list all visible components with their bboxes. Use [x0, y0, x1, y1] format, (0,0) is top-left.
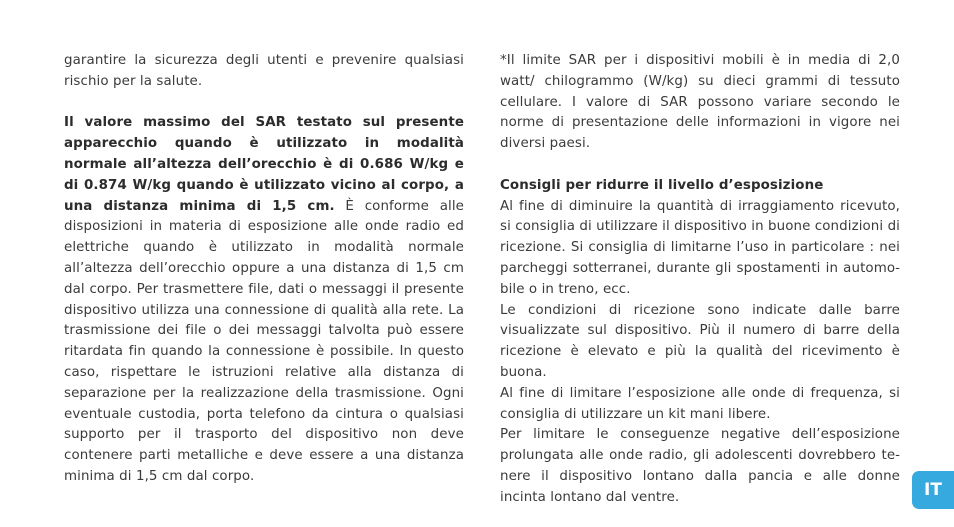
language-tab-label: IT — [924, 480, 942, 500]
intro-paragraph: garantire la sicurezza degli utenti e prevenire qualsiasi rischio per la salute. — [64, 53, 464, 89]
paragraph-gap — [500, 155, 900, 176]
advice-paragraph-4: Per limitare le conseguenze negative dell’esposizione prolungata alle onde radio, gli adolescenti dovrebbero tenere il dispositivo lontano dalla pancia e alle donne incinta lontano dal ventre. — [500, 427, 900, 505]
paragraph-gap — [64, 93, 464, 114]
advice-paragraph-2: Le condizioni di ricezione sono indicate dalle barre visualizzate sul dispositivo. Più il numero di barre della ricezione è elevato e più la qualità del ricevimento è buona. — [500, 302, 900, 380]
left-column — [64, 51, 464, 488]
sar-body-text: È conforme alle disposizioni in materia di esposizione alle onde radio ed elettriche quando è utilizzato in modalità normale all’altezza dell’orecchio oppure a una distanza di 1,5 cm dal corpo. Per trasmettere file, dati o messaggi il presente dispositivo utilizza una connessione di qualità alla rete. La trasmissione dei file o dei messaggi talvolta può essere ritardata fin quando la connessione è possibile. In questo caso, rispettare le istruzioni relative alla distanza di separazione per la realizzazione della trasmissione. Ogni eventuale custodia, porta telefono da cintura o qualsiasi supporto per il trasporto del dispositivo non deve contenere parti metalliche e deve essere a una distanza minima di 1,5 cm dal corpo. — [64, 198, 465, 484]
advice-paragraph-3: Al fine di limitare l’esposizione alle onde di frequenza, si consiglia di utilizzare un kit mani libere. — [500, 385, 900, 422]
sar-bold-text: Il valore massimo del SAR testato sul presente apparecchio quando è utilizzato in modalità normale all’altezza dell’orecchio è di 0.686 W/kg e di 0.874 W/kg quando è utilizzato vicino al corpo, a una distanza minima di 1,5 cm. — [64, 115, 464, 214]
section-heading: Consigli per ridurre il livello d’esposizione — [500, 177, 824, 193]
advice-paragraph-1: Al fine di diminuire la quantità di irraggiamento ricevuto, si consiglia di utilizzare il dispositivo in buone condizioni di ricezione. Si consiglia di limitarne l’uso in particolare : nei parcheggi sotterranei, durante gli spostamenti in automobile o in treno, ecc. — [500, 198, 900, 297]
language-tab — [912, 471, 954, 509]
right-column — [500, 51, 900, 509]
sar-footnote: *Il limite SAR per i dispositivi mobili è in media di 2,0 watt/ chilogrammo (W/kg) su dieci grammi di tessuto cellulare. I valore di SAR possono variare secondo le norme di presentazione delle informazioni in vigore nei diversi paesi. — [500, 53, 900, 152]
sar-paragraph — [64, 113, 464, 487]
